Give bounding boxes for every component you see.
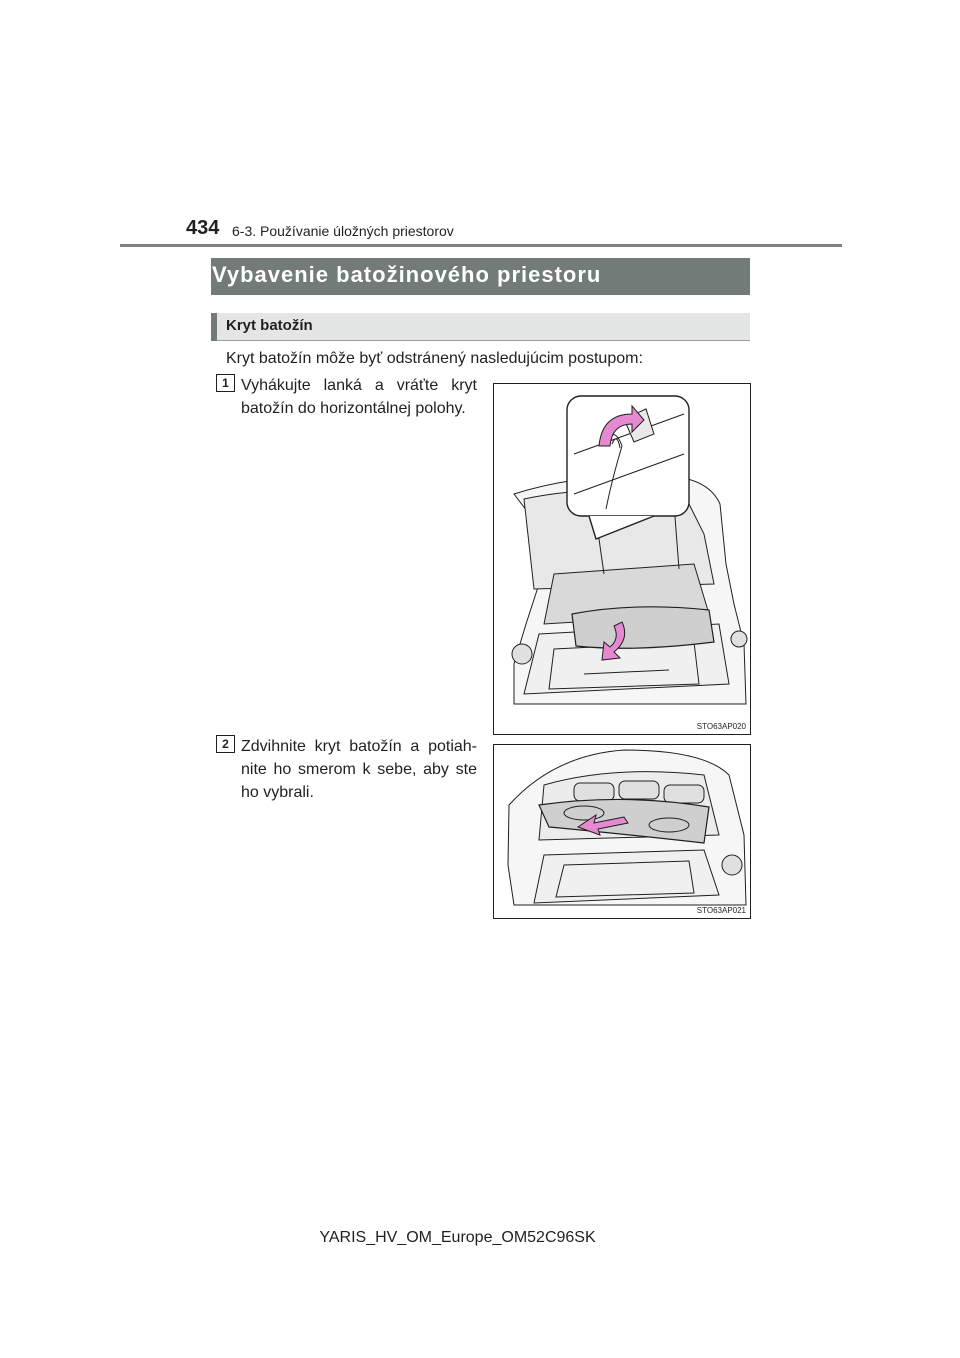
figure-step-2 xyxy=(493,744,751,919)
cargo-cover-shape xyxy=(572,607,714,648)
sub-heading: Kryt batožín xyxy=(226,317,313,334)
header-divider xyxy=(120,244,842,247)
figure-1-illustration xyxy=(494,384,750,734)
intro-paragraph: Kryt batožín môže byť odstránený nasledujúcim postupom: xyxy=(226,350,643,367)
page-number: 434 xyxy=(186,217,220,239)
figure-2-code: STO63AP021 xyxy=(696,906,746,915)
figure-step-1 xyxy=(493,383,751,735)
step-2-text: Zdvihnite kryt batožín a potiah-nite ho smerom k sebe, aby ste ho vybrali. xyxy=(241,738,477,801)
footer-code: YARIS_HV_OM_Europe_OM52C96SK xyxy=(319,1229,596,1246)
step-1-text: Vyhákujte lanká a vráťte kryt batožín do horizontálnej polohy. xyxy=(241,377,477,417)
step-2-number: 2 xyxy=(216,735,235,753)
step-1-number: 1 xyxy=(216,374,235,392)
figure-2-illustration xyxy=(494,745,750,918)
footer xyxy=(0,1229,960,1247)
main-heading: Vybavenie batožinového priestoru xyxy=(212,262,602,287)
sub-heading-accent xyxy=(211,313,217,341)
figure-1-code: STO63AP020 xyxy=(696,722,746,731)
section-reference: 6-3. Používanie úložných priestorov xyxy=(232,223,454,239)
